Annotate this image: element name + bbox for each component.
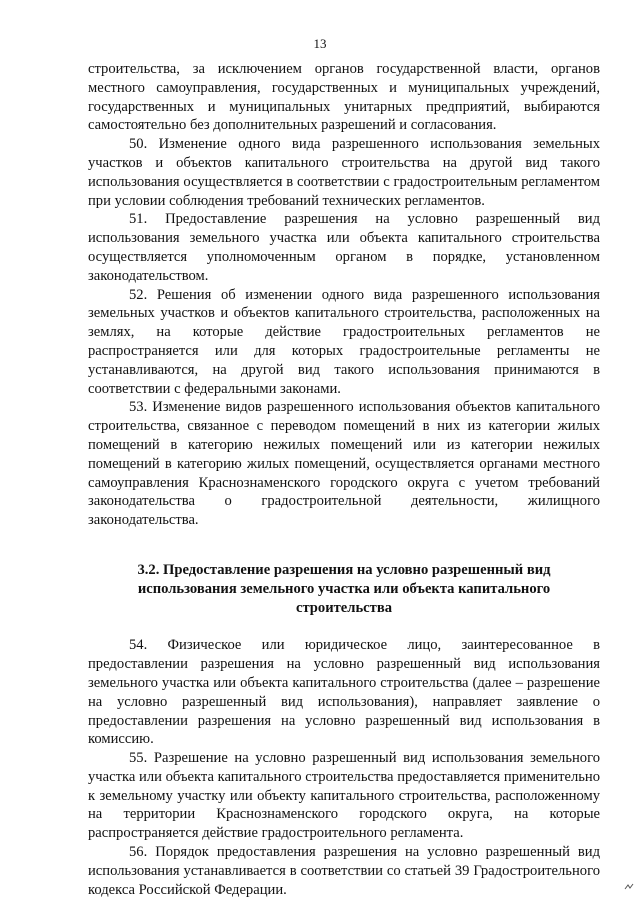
paragraph-54: 54. Физическое или юридическое лицо, заинтересованное в предоставлении разрешения на условно разрешенный вид использования земельного участка или объекта капитального строительства (далее – разрешение на условно разрешенный вид использования), направляет заявление о предоставлении разрешения на условно разрешенный вид использования в комиссию. — [88, 637, 600, 748]
paragraph-53: 53. Изменение видов разрешенного использования объектов капитального строительства, связанное с переводом помещений в них из категории жилых помещений в категорию нежилых помещений или из категории нежилых помещений в категорию жилых помещений, осуществляется органами местного самоуправления Краснознаменского городского округа с учетом требований законодательства о градостроительной деятельности, жилищного законодательства. — [88, 399, 600, 529]
paragraph-continuation: строительства, за исключением органов государственной власти, органов местного самоуправления, государственных и муниципальных учреждений, государственных и муниципальных унитарных предприятий, выбираются самостоятельно без дополнительных разрешений и согласования. — [88, 61, 600, 134]
paragraph-50: 50. Изменение одного вида разрешенного использования земельных участков и объектов капитального строительства на другой вид такого использования осуществляется в соответствии с градостроительным регламентом при условии соблюдения требований технических регламентов. — [88, 136, 600, 209]
section-heading: 3.2. Предоставление разрешения на условно разрешенный вид использования земельного участка или объекта капитального строительства — [137, 561, 551, 616]
page-number: 13 — [313, 36, 327, 51]
paragraph-52: 52. Решения об изменении одного вида разрешенного использования земельных участков и объектов капитального строительства, расположенных на землях, на которые действие градостроительных регламентов не распространяется или для которых градостроительные регламенты не устанавливаются, на другой вид такого использования принимаются в соответствии с федеральными законами. — [88, 286, 600, 397]
paragraph-55: 55. Разрешение на условно разрешенный вид использования земельного участка или объекта капитального строительства предоставляется применительно к земельному участку или объекту капитального строительства, расположенному на территории Краснознаменского городского округа, на которые распространяется действие градостроительного регламента. — [88, 750, 600, 842]
paragraph-51: 51. Предоставление разрешения на условно разрешенный вид использования земельного участка или объекта капитального строительства осуществляется уполномоченным органом в порядке, установленном законодательством. — [88, 211, 600, 284]
scan-mark-icon — [624, 883, 634, 891]
paragraph-56: 56. Порядок предоставления разрешения на условно разрешенный вид использования устанавливается в соответствии со статьей 39 Градостроительного кодекса Российской Федерации. — [88, 844, 600, 898]
document-body — [88, 60, 600, 899]
